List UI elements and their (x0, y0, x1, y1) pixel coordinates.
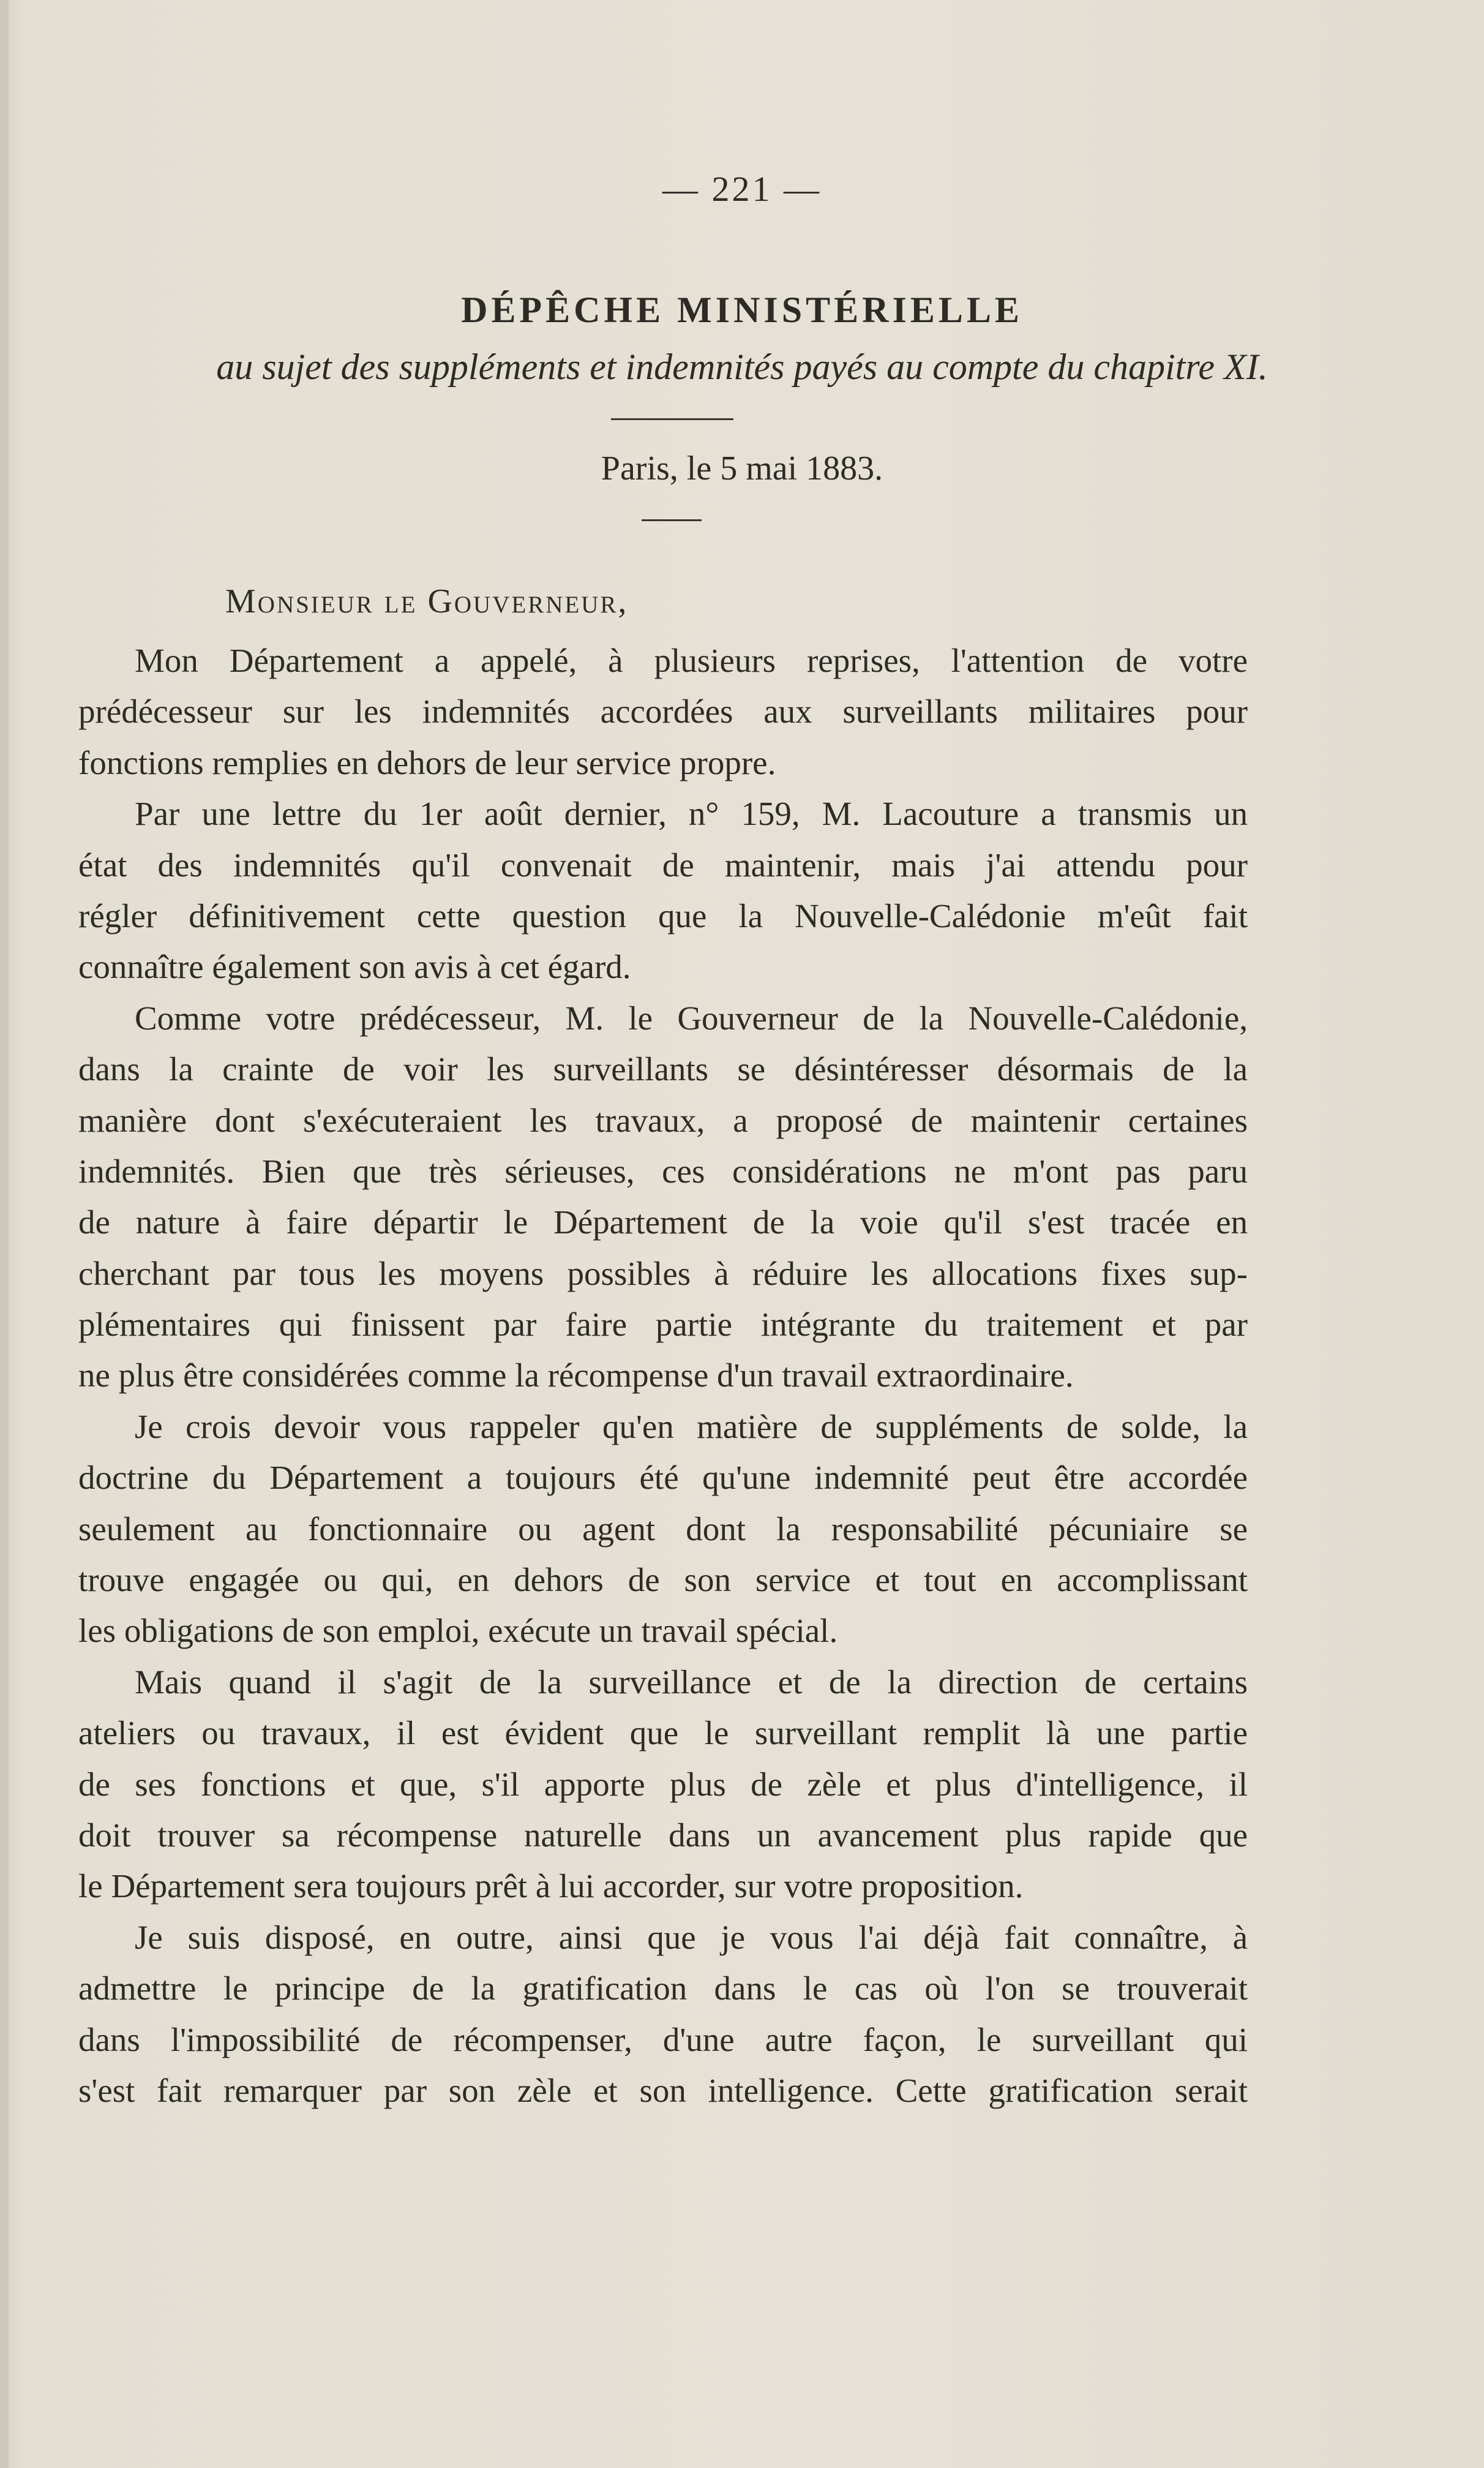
text-line: Par une lettre du 1er août dernier, n° 159, M. Lacouture a transmis un (135, 795, 1248, 833)
text-line: régler définitivement cette question que la Nouvelle-Calédonie m'eût fait (78, 897, 1248, 935)
text-line: doctrine du Département a toujours été qu'une indemnité peut être accordée (78, 1459, 1248, 1497)
text-line: dans la crainte de voir les surveillants se désintéresser désormais de la (78, 1050, 1248, 1088)
text-line: dans l'impossibilité de récompenser, d'une autre façon, le surveillant qui (78, 2020, 1248, 2058)
page-number: — 221 — (662, 169, 822, 209)
text-line: fonctions remplies en dehors de leur service propre. (78, 743, 776, 781)
text-line: de nature à faire départir le Département de la voie qu'il s'est tracée en (78, 1203, 1248, 1241)
dateline: Paris, le 5 mai 1883. (601, 450, 883, 487)
text-line: de ses fonctions et que, s'il apporte plus de zèle et plus d'intelligence, il (78, 1765, 1248, 1803)
text-line: cherchant par tous les moyens possibles à réduire les allocations fixes sup- (78, 1254, 1248, 1292)
text-line: état des indemnités qu'il convenait de maintenir, mais j'ai attendu pour (78, 846, 1248, 884)
text-line: trouve engagée ou qui, en dehors de son service et tout en accomplissant (78, 1561, 1248, 1599)
text-line: Comme votre prédécesseur, M. le Gouverneur de la Nouvelle-Calédonie, (135, 999, 1248, 1037)
text-line: Je suis disposé, en outre, ainsi que je vous l'ai déjà fait connaître, à (135, 1918, 1248, 1956)
dispatch-subtitle: au sujet des suppléments et indemnités payés au compte du chapitre XI. (216, 347, 1268, 387)
text-line: Mon Département a appelé, à plusieurs reprises, l'attention de votre (135, 642, 1248, 679)
salutation: Monsieur le Gouverneur, (225, 582, 629, 620)
text-line: ateliers ou travaux, il est évident que le surveillant remplit là une partie (78, 1714, 1248, 1752)
separator-rule (611, 418, 733, 420)
dispatch-title: DÉPÊCHE MINISTÉRIELLE (461, 290, 1023, 330)
text-line: admettre le principe de la gratification dans le cas où l'on se trouverait (78, 1970, 1248, 2007)
letter-body (78, 635, 1248, 2116)
text-line: connaître également son avis à cet égard. (78, 948, 631, 986)
text-line: le Département sera toujours prêt à lui accorder, sur votre proposition. (78, 1867, 1024, 1905)
text-line: les obligations de son emploi, exécute un travail spécial. (78, 1612, 838, 1650)
text-line: ne plus être considérées comme la récompense d'un travail extraordinaire. (78, 1356, 1074, 1394)
text-line: Je crois devoir vous rappeler qu'en matière de suppléments de solde, la (135, 1407, 1248, 1445)
text-line: doit trouver sa récompense naturelle dans un avancement plus rapide que (78, 1816, 1248, 1854)
text-line: plémentaires qui finissent par faire partie intégrante du traitement et par (78, 1306, 1248, 1344)
text-line: indemnités. Bien que très sérieuses, ces considérations ne m'ont pas paru (78, 1152, 1248, 1190)
text-line: prédécesseur sur les indemnités accordées aux surveillants militaires pour (78, 693, 1248, 731)
text-line: seulement au fonctionnaire ou agent dont la responsabilité pécuniaire se (78, 1510, 1248, 1548)
text-line: s'est fait remarquer par son zèle et son intelligence. Cette gratification serait (78, 2071, 1248, 2109)
text-line: Mais quand il s'agit de la surveillance et de la direction de certains (135, 1663, 1248, 1701)
text-line: manière dont s'exécuteraient les travaux, a proposé de maintenir certaines (78, 1101, 1248, 1139)
separator-rule-short (642, 519, 702, 521)
